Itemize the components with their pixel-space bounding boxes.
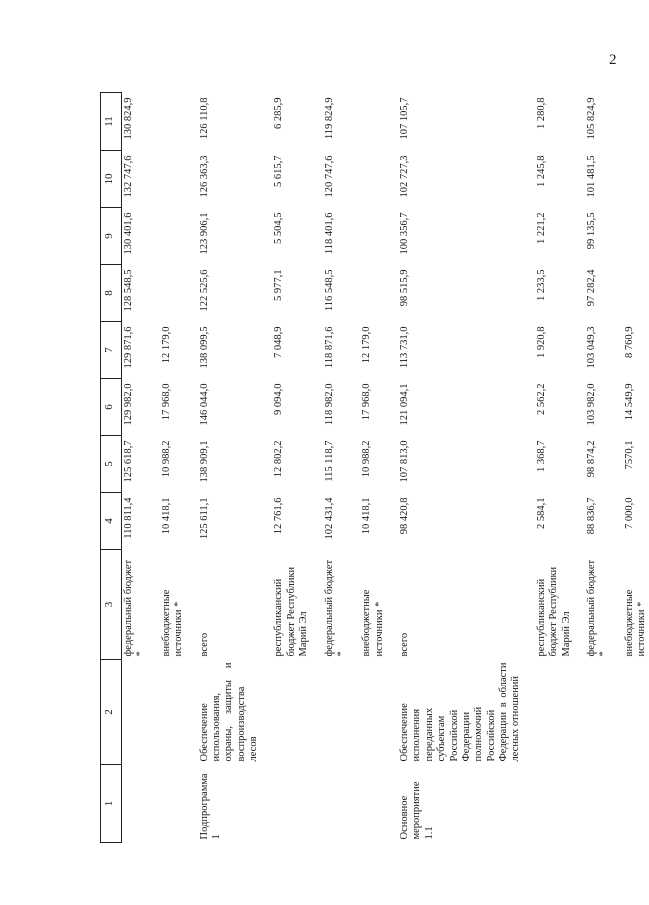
table-cell-col-11 (149, 93, 187, 151)
table-cell-col-8: 97 282,4 (585, 269, 597, 307)
table-cell-col-5: 7570,1 (623, 440, 635, 470)
table-cell-col-10: 120 747,6 (323, 155, 335, 198)
table-cell-col-4: 7 000,0 (623, 497, 635, 529)
table-cell-col-5: 10 988,2 (361, 440, 373, 478)
table-cell-col-4: 102 431,4 (323, 497, 335, 540)
column-header-4: 4 (101, 493, 122, 550)
table-cell-col-4: 88 836,7 (585, 497, 597, 535)
table-cell-col-2: Обеспечение исполнения переданных субъектам Российской Федерации полномочий Российской Федерации в области лесных отношений (399, 662, 522, 762)
column-header-6: 6 (101, 379, 122, 436)
table-cell-col-11 (349, 93, 387, 151)
table-cell-col-1 (122, 765, 149, 843)
table-cell-col-6: 17 968,0 (361, 383, 373, 421)
table-cell-col-1 (349, 765, 387, 843)
table-cell-col-1 (574, 765, 612, 843)
table-cell-col-8 (149, 265, 187, 322)
table-cell-col-6: 17 968,0 (160, 383, 172, 421)
budget-table (100, 92, 649, 843)
table-cell-col-2 (349, 660, 387, 765)
table-cell-col-4: 10 418,1 (361, 497, 373, 535)
table-cell-col-9: 1 221,2 (535, 212, 547, 244)
table-cell-col-3: внебюджетные источники * (160, 589, 185, 657)
table-body (122, 93, 649, 843)
table-cell-col-4: 2 584,1 (535, 497, 547, 529)
table-cell-col-2 (122, 660, 149, 765)
table-cell-col-7: 8 760,9 (623, 326, 635, 358)
table-cell-col-2 (612, 660, 649, 765)
table-cell-col-8 (349, 265, 387, 322)
table-row (612, 93, 649, 843)
table-cell-col-7: 118 871,6 (323, 326, 335, 369)
table-cell-col-7: 12 179,0 (361, 326, 373, 364)
table-cell-col-5: 10 988,2 (160, 440, 172, 478)
table-cell-col-4: 10 418,1 (160, 497, 172, 535)
table-cell-col-8 (612, 265, 649, 322)
table-cell-col-7: 129 871,6 (123, 326, 134, 369)
table-cell-col-5: 107 813,0 (399, 440, 410, 483)
table-cell-col-10: 101 481,5 (585, 155, 597, 198)
header-row (101, 93, 122, 843)
table-row (187, 93, 262, 843)
table-row (574, 93, 612, 843)
column-header-9: 9 (101, 208, 122, 265)
table-cell-col-1: Подпрограмма 1 (198, 773, 222, 840)
table-cell-col-6: 103 982,0 (585, 383, 597, 426)
page-number: 2 (609, 52, 617, 68)
table-cell-col-6: 129 982,0 (123, 383, 134, 426)
table-cell-col-9 (612, 208, 649, 265)
table-cell-col-5: 115 118,7 (323, 440, 335, 482)
table-cell-col-4: 98 420,8 (399, 497, 410, 535)
table-cell-col-5: 138 909,1 (198, 440, 210, 483)
table-row (387, 93, 524, 843)
table-cell-col-1 (524, 765, 574, 843)
table-cell-col-4: 110 811,4 (123, 497, 134, 539)
table-cell-col-6: 146 044,0 (198, 383, 210, 426)
column-header-1: 1 (101, 765, 122, 843)
table-cell-col-11: 107 105,7 (399, 97, 410, 140)
table-cell-col-3: внебюджетные источники * (361, 589, 385, 657)
table-cell-col-2 (574, 660, 612, 765)
table-cell-col-9 (149, 208, 187, 265)
table-cell-col-11: 126 110,8 (198, 97, 210, 140)
table-cell-col-11 (612, 93, 649, 151)
table-cell-col-8: 98 515,9 (399, 269, 410, 307)
table-cell-col-5: 12 802,2 (273, 440, 285, 478)
table-cell-col-8: 122 525,6 (198, 269, 210, 312)
table-cell-col-6: 121 094,1 (399, 383, 410, 426)
table-cell-col-6: 118 982,0 (323, 383, 335, 426)
table-cell-col-4: 12 761,6 (273, 497, 285, 535)
table-cell-col-10: 132 747,6 (123, 155, 134, 198)
table-cell-col-3: республиканский бюджет Республики Марий Эл (535, 566, 572, 657)
table-cell-col-11: 6 285,9 (273, 97, 285, 129)
table-cell-col-8: 5 977,1 (273, 269, 285, 301)
table-cell-col-3: внебюджетные источники * (623, 589, 647, 657)
table-row (312, 93, 350, 843)
table-cell-col-11: 130 824,9 (123, 97, 134, 140)
rotated-table-container (100, 93, 647, 843)
table-cell-col-11: 105 824,9 (585, 97, 597, 140)
table-cell-col-7: 12 179,0 (160, 326, 172, 364)
table-cell-col-10: 1 245,8 (535, 155, 547, 187)
table-cell-col-1: Основное мероприятие 1.1 (399, 781, 435, 840)
table-row (261, 93, 311, 843)
table-cell-col-7: 103 049,3 (585, 326, 597, 369)
table-cell-col-7: 138 099,5 (198, 326, 210, 369)
table-cell-col-3: всего (198, 632, 210, 657)
table-cell-col-9: 99 135,5 (585, 212, 597, 250)
table-cell-col-2 (312, 660, 350, 765)
table-cell-col-10 (612, 151, 649, 208)
column-header-5: 5 (101, 436, 122, 493)
table-row (349, 93, 387, 843)
table-cell-col-8: 116 548,5 (323, 269, 335, 312)
column-header-8: 8 (101, 265, 122, 322)
table-cell-col-3: республиканский бюджет Республики Марий Эл (273, 566, 310, 657)
table-cell-col-8: 1 233,5 (535, 269, 547, 301)
table-cell-col-5: 1 368,7 (535, 440, 547, 472)
table-cell-col-1 (612, 765, 649, 843)
table-cell-col-11: 1 280,8 (535, 97, 547, 129)
table-cell-col-9 (349, 208, 387, 265)
table-cell-col-2 (524, 660, 574, 765)
table-cell-col-2 (149, 660, 187, 765)
table-cell-col-7: 1 920,8 (535, 326, 547, 358)
table-cell-col-7: 7 048,9 (273, 326, 285, 358)
column-header-3: 3 (101, 550, 122, 660)
table-cell-col-3: федеральный бюджет * (123, 559, 147, 657)
table-cell-col-10: 5 615,7 (273, 155, 285, 187)
table-cell-col-3: всего (399, 632, 410, 657)
table-cell-col-10 (149, 151, 187, 208)
table-cell-col-2 (261, 660, 311, 765)
table-cell-col-6: 2 562,2 (535, 383, 547, 415)
table-cell-col-9: 118 401,6 (323, 212, 335, 255)
table-cell-col-5: 98 874,2 (585, 440, 597, 478)
column-header-10: 10 (101, 151, 122, 208)
table-cell-col-6: 9 094,0 (273, 383, 285, 415)
table-cell-col-1 (261, 765, 311, 843)
table-cell-col-4: 125 611,1 (198, 497, 210, 540)
column-header-2: 2 (101, 660, 122, 765)
table-cell-col-7: 113 731,0 (399, 326, 410, 369)
table-row (149, 93, 187, 843)
table-cell-col-5: 125 618,7 (123, 440, 134, 483)
table-cell-col-9: 123 906,1 (198, 212, 210, 255)
table-cell-col-9: 100 356,7 (399, 212, 410, 255)
table-cell-col-2: Обеспечение использования, охраны, защиты и воспроизводства лесов (198, 662, 259, 762)
table-cell-col-3: федеральный бюджет * (585, 559, 610, 657)
table-cell-col-11: 119 824,9 (323, 97, 335, 140)
table-cell-col-1 (312, 765, 350, 843)
column-header-7: 7 (101, 322, 122, 379)
table-cell-col-10 (349, 151, 387, 208)
table-cell-col-8: 128 548,5 (123, 269, 134, 312)
table-row (524, 93, 574, 843)
table-row (122, 93, 149, 843)
table-cell-col-3: федеральный бюджет * (323, 559, 347, 657)
table-cell-col-9: 130 401,6 (123, 212, 134, 255)
table-cell-col-10: 126 363,3 (198, 155, 210, 198)
table-cell-col-9: 5 504,5 (273, 212, 285, 244)
table-cell-col-1 (149, 765, 187, 843)
column-header-11: 11 (101, 93, 122, 151)
table-cell-col-10: 102 727,3 (399, 155, 410, 198)
table-cell-col-6: 14 549,9 (623, 383, 635, 421)
